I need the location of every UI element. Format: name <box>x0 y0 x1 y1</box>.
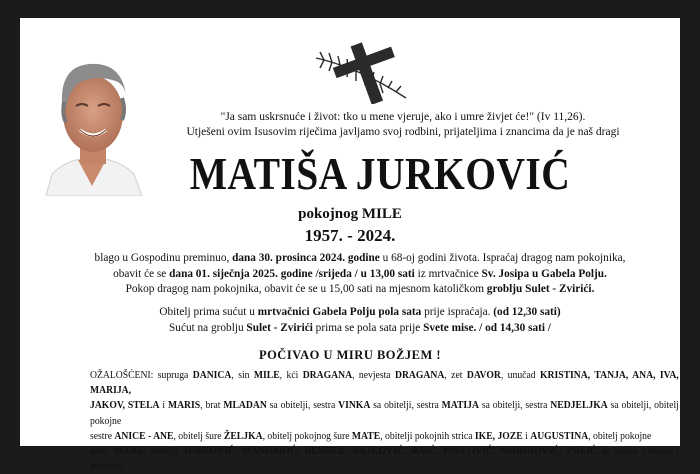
cemetery-name: Sulet - Zvirići <box>246 319 313 334</box>
condolences-info <box>78 304 642 335</box>
mourner-name: KRISTINA, TANJA, ANA, IVA, MARIJA, <box>90 370 679 397</box>
mourner-name: JAKOV, STELA <box>90 400 160 412</box>
funeral-announcement <box>78 250 642 297</box>
text: Sućut na groblju <box>169 319 247 334</box>
text: tetke <box>90 446 114 458</box>
father-name: pokojnog MILE <box>298 206 402 222</box>
mourners-line <box>90 444 679 474</box>
text: , obitelji pokojnih strica <box>380 430 475 442</box>
text: Pokop dragog nam pokojnika, obavit će se u 15,00 sati na mjesnom katoličkom <box>125 281 487 295</box>
farewell-date: dana 01. siječnja 2025. godine /srijeda / u 13,00 sati <box>169 265 415 280</box>
mourner-name: AUGUSTINA <box>530 430 589 442</box>
text: prije ispraćaja. <box>421 304 494 318</box>
death-date: dana 30. prosinca 2024. godine <box>232 250 380 264</box>
text: blago u Gospodinu preminuo, <box>94 250 233 264</box>
text: iz mrtvačnice <box>414 265 482 280</box>
life-years: 1957. - 2024. <box>304 226 396 245</box>
mortuary-name: Sv. Josipa u Gabela Polju. <box>481 265 607 280</box>
condolence-place: mrtvačnici Gabela Polju pola sata <box>257 304 422 318</box>
text: Obitelj prima sućut u <box>159 304 258 318</box>
mourners-line <box>90 398 679 428</box>
text: , obitelj pokojnog šure <box>262 430 352 442</box>
text: sa obitelji, obitelj pokojne <box>90 400 679 427</box>
mourners-line <box>90 429 679 444</box>
mourner-name: MATE <box>351 430 381 442</box>
mourner-name: DANICA <box>192 370 232 381</box>
text: te ostala rodbina i prijatelji. <box>90 446 679 473</box>
rest-in-peace: POČIVAO U MIRU BOŽJEM ! <box>258 348 442 362</box>
mourner-name: ANICE - ANE <box>114 430 174 442</box>
text: obavit će se <box>113 265 170 280</box>
obituary-card <box>20 18 680 473</box>
condolence-line <box>78 320 642 336</box>
text: , unučad <box>500 370 540 381</box>
text: , obitelji <box>143 446 184 458</box>
text: OŽALOŠĆENI: supruga <box>90 370 193 381</box>
text: sa obitelji, sestra <box>478 400 551 412</box>
text: , brat <box>200 400 224 412</box>
mourner-name: MLADAN <box>223 400 267 412</box>
mourners-list <box>90 368 679 474</box>
cross-with-palm-icon <box>310 38 426 104</box>
mourner-name: NEDJELJKA <box>550 400 608 412</box>
text: , sin <box>231 370 254 381</box>
quote-line: "Ja sam uskrsnuće i život: tko u mene vjeruje, ako i umre živjet će!" (Iv 11,26). <box>220 111 586 123</box>
text: , obitelj pokojne <box>588 430 652 442</box>
text: , nevjesta <box>352 370 395 381</box>
intro-line: Utješeni ovim Isusovim riječima javljamo svoj rodbini, prijateljima i znancima da je naš dragi <box>186 126 620 138</box>
mourner-name: DAVOR <box>466 370 501 381</box>
announcement-line <box>78 250 642 266</box>
text: , kći <box>279 370 303 381</box>
bible-quote <box>148 110 658 140</box>
condolence-line <box>78 304 642 320</box>
announcement-line <box>78 266 642 282</box>
text: sa obitelji, sestra <box>370 400 442 412</box>
text: u 68-oj godini života. Ispraćaj dragog nam pokojnika, <box>379 250 626 264</box>
mourner-name: MARE <box>113 446 144 458</box>
mourners-line <box>90 368 679 398</box>
text: , zet <box>444 370 467 381</box>
mourner-name: JURKOVIĆ, MANDARIĆ, BENDER, RAJKOVIĆ, RAIĆ, PAVLOVIĆ, MARINOVIĆ, PRLIĆ <box>183 446 597 458</box>
mourner-name: IKE, JOZE <box>474 430 523 442</box>
deceased-name: MATIŠA JURKOVIĆ <box>189 148 571 199</box>
announcement-line <box>78 281 642 297</box>
text: , obitelj šure <box>173 430 224 442</box>
text: sa obitelji, sestra <box>266 400 339 412</box>
mourner-name: DRAGANA <box>394 370 445 381</box>
mourner-name: MILE <box>253 370 280 381</box>
mourner-name: VINKA <box>338 400 371 412</box>
text: i <box>159 400 168 412</box>
condolence-time: (od 12,30 sati) <box>493 304 561 318</box>
text: sestre <box>90 430 115 442</box>
mourner-name: MARIS <box>167 400 201 412</box>
text: i <box>522 430 531 442</box>
mass-time: Svete mise. / od 14,30 sati / <box>423 319 551 334</box>
mourner-name: ŽELJKA <box>223 430 263 442</box>
text: prima se pola sata prije <box>312 319 424 334</box>
mourner-name: MATIJA <box>441 400 479 412</box>
mourner-name: DRAGANA <box>302 370 353 381</box>
cemetery-name: groblju Sulet - Zvirići. <box>486 281 595 295</box>
